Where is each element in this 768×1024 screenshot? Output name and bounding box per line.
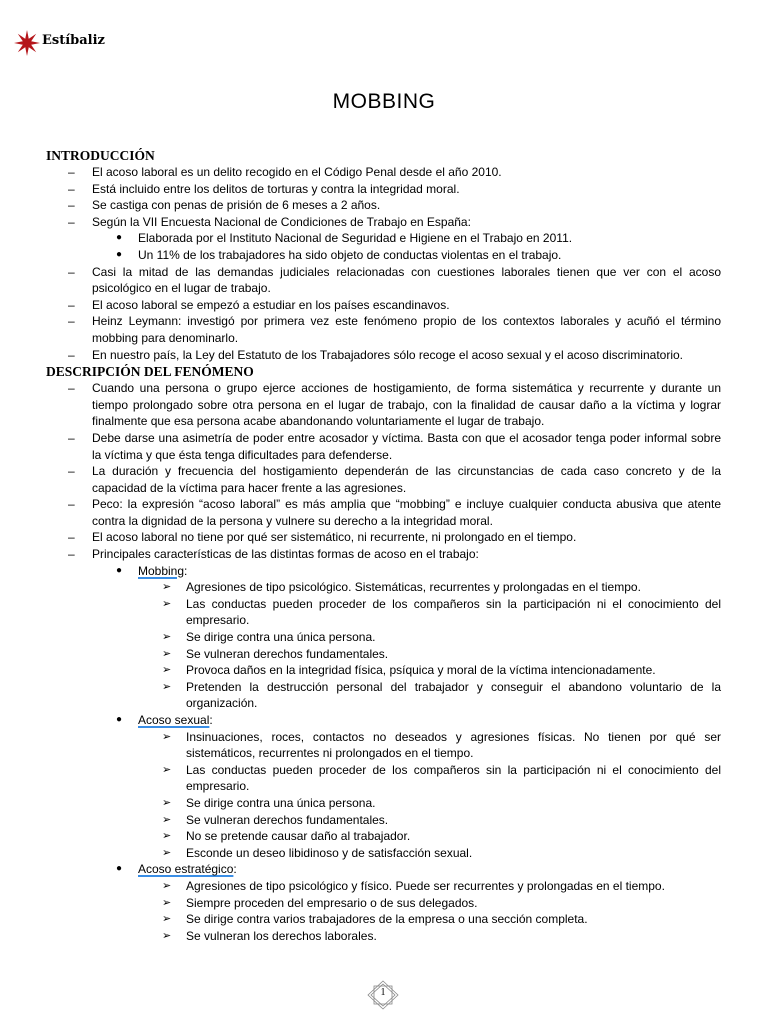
point-item: ➢ Se vulneran los derechos laborales. [162, 928, 377, 943]
list-item: – El acoso laboral no tiene por qué ser sistemático, ni recurrente, ni prolongado en el tiempo. [68, 530, 577, 545]
list-item: – Está incluido entre los delitos de torturas y contra la integridad moral. [68, 181, 460, 196]
page-number-badge [365, 980, 401, 1010]
type-acoso-estrategico: ● Acoso estratégico: ➢ Agresiones de tipo psicológico y físico. Puede ser recurrentes y prolongadas en el tiempo. ➢ Siempre proceden del empresario o de sus delegados. ➢ Se dirige contra varios trabajadores de la empresa o una sección completa. ➢ Se vulneran los derechos laborales. [46, 861, 721, 944]
list-item: – Peco: la expresión “acoso laboral” es más amplia que “mobbing” e incluye cualquier conducta abusiva que atente contra la dignidad de la persona y vulnere su derecho a la integridad moral. [68, 497, 721, 528]
section-heading-introduccion: INTRODUCCIÓN [46, 148, 155, 163]
point-item: ➢ No se pretende causar daño al trabajador. [162, 829, 411, 844]
point-item: ➢ Se vulneran derechos fundamentales. [162, 646, 389, 661]
acoso-sexual-points [138, 729, 721, 862]
list-item: – Se castiga con penas de prisión de 6 meses a 2 años. [68, 198, 381, 213]
type-mobbing: ● Mobbing: ➢ Agresiones de tipo psicológico. Sistemáticas, recurrentes y prolongadas en el tiempo. ➢ Las conductas pueden proceder de los compañeros sin la participación ni el conocimiento del empresario. ➢ Se dirige contra una única persona. ➢ Se vulneran derechos fundamentales. ➢ Provoca daños en la integridad física, psíquica y moral de la víctima intencionadamente. ➢ Pretenden la destrucción personal del trabajador y conseguir el abandono voluntario de la organización. [46, 563, 721, 712]
list-item: – El acoso laboral se empezó a estudiar en los países escandinavos. [68, 297, 450, 312]
logo [14, 26, 105, 60]
point-item: ➢ Se dirige contra varios trabajadores de la empresa o una sección completa. [162, 912, 588, 927]
point-item: ➢ Las conductas pueden proceder de los compañeros sin la participación ni el conocimiento del empresario. [162, 596, 721, 628]
sub-list-item: ● Un 11% de los trabajadores ha sido objeto de conductas violentas en el trabajo. [116, 247, 562, 262]
acoso-estrategico-points [138, 878, 721, 944]
document-body [46, 147, 721, 944]
mobbing-points [138, 579, 721, 712]
point-item: ➢ Agresiones de tipo psicológico y físico. Puede ser recurrentes y prolongadas en el tiempo. [162, 878, 665, 893]
list-item: – Casi la mitad de las demandas judiciales relacionadas con cuestiones laborales tienen que ver con el acoso psicológico en el lugar de trabajo. [68, 264, 721, 296]
point-item: ➢ Insinuaciones, roces, contactos no deseados y agresiones físicas. No tienen por qué ser sistemáticos, recurrentes ni prolongados en el tiempo. [162, 729, 721, 761]
list-item: – Heinz Leymann: investigó por primera vez este fenómeno propio de los contextos laborales y acuñó el término mobbing para denominarlo. [68, 314, 721, 345]
harassment-types-list [92, 563, 721, 945]
list-item: – Cuando una persona o grupo ejerce acciones de hostigamiento, de forma sistemática y recurrente y durante un tiempo prolongado sobre otra persona en el lugar de trabajo, con la finalidad de causar daño a la víctima y lograr finalmente que esa persona acabe abandonando voluntariamente el lugar de trabajo. [68, 381, 721, 429]
point-item: ➢ Se dirige contra una única persona. [162, 795, 376, 810]
point-item: ➢ Esconde un deseo libidinoso y de satisfacción sexual. [162, 845, 473, 860]
point-item: ➢ Se dirige contra una única persona. [162, 630, 376, 645]
sub-list-item: ● Elaborada por el Instituto Nacional de Seguridad e Higiene en el Trabajo en 2011. [116, 231, 573, 246]
page-title: MOBBING [332, 90, 436, 113]
list-item: – Principales características de las distintas formas de acoso en el trabajo: ● Mobbing: ➢ Agresiones de tipo psicológico. Sistemáticas, recurrentes y prolongadas en el tiempo. ➢ Las conductas pueden proceder de los compañeros sin la participación ni el conocimiento del empresario. ➢ Se dirige contra una única persona. ➢ Se vulneran derechos fundamentales. ➢ Provoca daños en la integridad física, psíquica y moral de la víctima intencionadamente. ➢ Pretenden la destrucción personal del trabajador y conseguir el abandono voluntario de la organización. ● Acoso sexual: ➢ Insinuaciones, roces, contactos no deseados y agresiones físicas. No tienen por qué ser sistemáticos, recurrentes ni prolongados en el tiempo. ➢ Las conductas pueden proceder de los compañeros sin la participación ni el conocimiento del empresario. ➢ Se dirige contra una única persona. ➢ Se vulneran derechos fundamentales. ➢ No se pretende causar daño al trabajador. ➢ Esconde un deseo libidinoso y de satisfacción sexual. ● Acoso estratégico: ➢ Agresiones de tipo psicológico y físico. Puede ser recurrentes y prolongadas en el tiempo. ➢ Siempre proceden del empresario o de sus delegados. ➢ Se dirige contra varios trabajadores de la empresa o una sección completa. ➢ Se vulneran los derechos laborales. [46, 546, 721, 944]
page-number: 1 [380, 987, 386, 998]
list-item: – Debe darse una asimetría de poder entre acosador y víctima. Basta con que el acosador tenga poder informal sobre la víctima y que ésta tenga dificultades para defenderse. [68, 430, 721, 462]
sub-list [92, 230, 721, 263]
logo-text: Estíbaliz [42, 32, 105, 48]
point-item: ➢ Siempre proceden del empresario o de sus delegados. [162, 895, 478, 910]
point-item: ➢ Provoca daños en la integridad física, psíquica y moral de la víctima intencionadamente. [162, 663, 656, 678]
point-item: ➢ Agresiones de tipo psicológico. Sistemáticas, recurrentes y prolongadas en el tiempo. [162, 580, 641, 595]
section-heading-descripcion: DESCRIPCIÓN DEL FENÓMENO [46, 364, 254, 380]
list-item: – En nuestro país, la Ley del Estatuto de los Trabajadores sólo recoge el acoso sexual y el acoso discriminatorio. [68, 347, 683, 362]
list-item: – El acoso laboral es un delito recogido en el Código Penal desde el año 2010. [68, 165, 502, 179]
list-item: – Según la VII Encuesta Nacional de Condiciones de Trabajo en España: ● Elaborada por el Instituto Nacional de Seguridad e Higiene en el Trabajo en 2011. ● Un 11% de los trabajadores ha sido objeto de conductas violentas en el trabajo. [46, 214, 721, 264]
type-acoso-sexual: ● Acoso sexual: ➢ Insinuaciones, roces, contactos no deseados y agresiones físicas. No tienen por qué ser sistemáticos, recurrentes ni prolongados en el tiempo. ➢ Las conductas pueden proceder de los compañeros sin la participación ni el conocimiento del empresario. ➢ Se dirige contra una única persona. ➢ Se vulneran derechos fundamentales. ➢ No se pretende causar daño al trabajador. ➢ Esconde un deseo libidinoso y de satisfacción sexual. [46, 712, 721, 861]
point-item: ➢ Se vulneran derechos fundamentales. [162, 812, 389, 827]
description-list [46, 380, 721, 944]
point-item: ➢ Pretenden la destrucción personal del trabajador y conseguir el abandono voluntario de la organización. [162, 679, 721, 711]
intro-list [46, 164, 721, 363]
point-item: ➢ Las conductas pueden proceder de los compañeros sin la participación ni el conocimiento del empresario. [162, 762, 721, 794]
list-item: – La duración y frecuencia del hostigamiento dependerán de las circunstancias de cada caso concreto y de la capacidad de la víctima para hacer frente a las agresiones. [68, 464, 721, 495]
logo-star-icon [14, 28, 40, 58]
